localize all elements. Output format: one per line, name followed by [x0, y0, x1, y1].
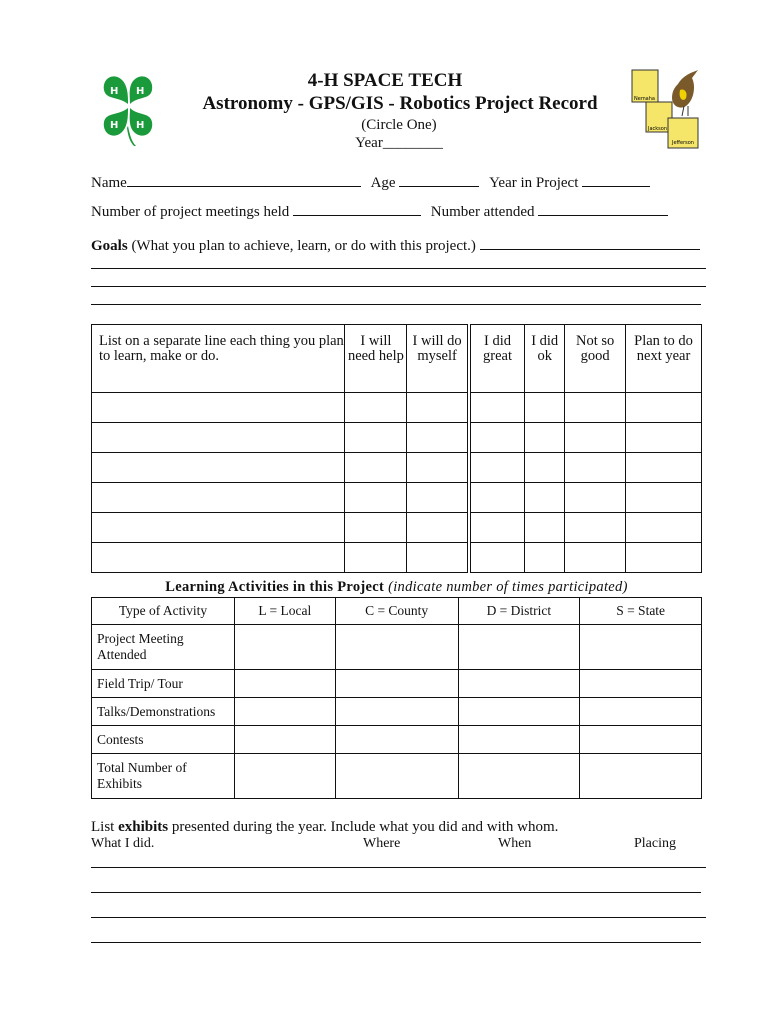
- activities-header-district: D = District: [458, 598, 580, 625]
- meetings-row: [91, 201, 668, 221]
- exhibit-col-placing: Placing: [634, 836, 676, 851]
- activities-header-type: Type of Activity: [92, 598, 235, 625]
- exhibits-intro-pre: List: [91, 819, 119, 835]
- table-row[interactable]: [92, 483, 702, 513]
- table-row[interactable]: [92, 754, 702, 799]
- activities-header-local: L = Local: [234, 598, 335, 625]
- age-field[interactable]: [399, 172, 479, 187]
- svg-text:H: H: [136, 120, 145, 131]
- plan-header-do-myself: I will do myself: [407, 325, 469, 393]
- map-label-jackson: Jackson: [648, 126, 668, 132]
- exhibit-col-what: What I did.: [91, 836, 155, 851]
- exhibits-intro-bold: exhibits: [118, 819, 169, 835]
- svg-text:H: H: [110, 86, 119, 97]
- activity-label: Talks/Demonstrations: [92, 698, 235, 726]
- goals-line[interactable]: [91, 286, 706, 287]
- table-row[interactable]: [92, 698, 702, 726]
- exhibits-intro: [91, 819, 558, 836]
- plan-header-did-great: I did great: [469, 325, 525, 393]
- activities-header-state: S = State: [580, 598, 702, 625]
- map-label-nemaha: Nemaha: [634, 96, 655, 102]
- page-subtitle: Astronomy - GPS/GIS - Robotics Project Record: [202, 93, 598, 114]
- svg-text:H: H: [136, 86, 145, 97]
- attended-label: Number attended: [430, 204, 535, 220]
- svg-text:H: H: [110, 120, 119, 131]
- plan-header-need-help: I will need help: [345, 325, 407, 393]
- page-title: 4-H SPACE TECH: [307, 70, 463, 91]
- name-row: [91, 172, 650, 192]
- plan-header-did-ok: I did ok: [525, 325, 565, 393]
- activity-label: Field Trip/ Tour: [92, 670, 235, 698]
- exhibit-line[interactable]: [91, 867, 706, 868]
- activities-title-note: (indicate number of times participated): [384, 579, 628, 595]
- table-row[interactable]: [92, 670, 702, 698]
- activity-label: Project Meeting Attended: [92, 625, 235, 670]
- goals-line[interactable]: [91, 268, 706, 269]
- plan-header-item: List on a separate line each thing you plan to learn, make or do.: [92, 325, 345, 393]
- circle-one-note: (Circle One): [361, 117, 437, 133]
- table-row[interactable]: [92, 625, 702, 670]
- exhibits-intro-post: presented during the year. Include what you did and with whom.: [168, 819, 559, 835]
- name-label: Name: [91, 175, 127, 191]
- table-row[interactable]: [92, 393, 702, 423]
- activities-title: [91, 579, 702, 596]
- exhibit-col-where: Where: [363, 836, 401, 851]
- plan-header-next-year: Plan to do next year: [626, 325, 702, 393]
- activity-label: Contests: [92, 726, 235, 754]
- attended-field[interactable]: [538, 201, 668, 216]
- goals-instructions: (What you plan to achieve, learn, or do with this project.): [127, 238, 476, 254]
- table-row[interactable]: [92, 543, 702, 573]
- exhibit-line[interactable]: [91, 892, 701, 893]
- activities-table: [91, 597, 702, 799]
- exhibit-col-when: When: [498, 836, 532, 851]
- map-label-jefferson: Jefferson: [672, 140, 694, 146]
- plan-table: [91, 324, 702, 573]
- year-field[interactable]: Year________: [355, 135, 443, 151]
- meetings-held-label: Number of project meetings held: [91, 204, 290, 220]
- goals-label: Goals: [91, 238, 128, 254]
- goals-row: [91, 235, 700, 255]
- table-row[interactable]: [92, 453, 702, 483]
- year-in-project-field[interactable]: [582, 172, 650, 187]
- table-row[interactable]: [92, 513, 702, 543]
- table-row[interactable]: [92, 726, 702, 754]
- exhibit-line[interactable]: [91, 942, 701, 943]
- year-in-project-label: Year in Project: [489, 175, 579, 191]
- meetings-held-field[interactable]: [293, 201, 421, 216]
- table-row[interactable]: [92, 423, 702, 453]
- plan-header-not-so-good: Not so good: [565, 325, 626, 393]
- activities-header-county: C = County: [335, 598, 458, 625]
- goals-line[interactable]: [91, 304, 701, 305]
- goals-field[interactable]: [480, 235, 700, 250]
- activities-title-bold: Learning Activities in this Project: [165, 579, 385, 595]
- exhibit-line[interactable]: [91, 917, 706, 918]
- age-label: Age: [370, 175, 396, 191]
- name-field[interactable]: [127, 172, 361, 187]
- activity-label: Total Number of Exhibits: [92, 754, 235, 799]
